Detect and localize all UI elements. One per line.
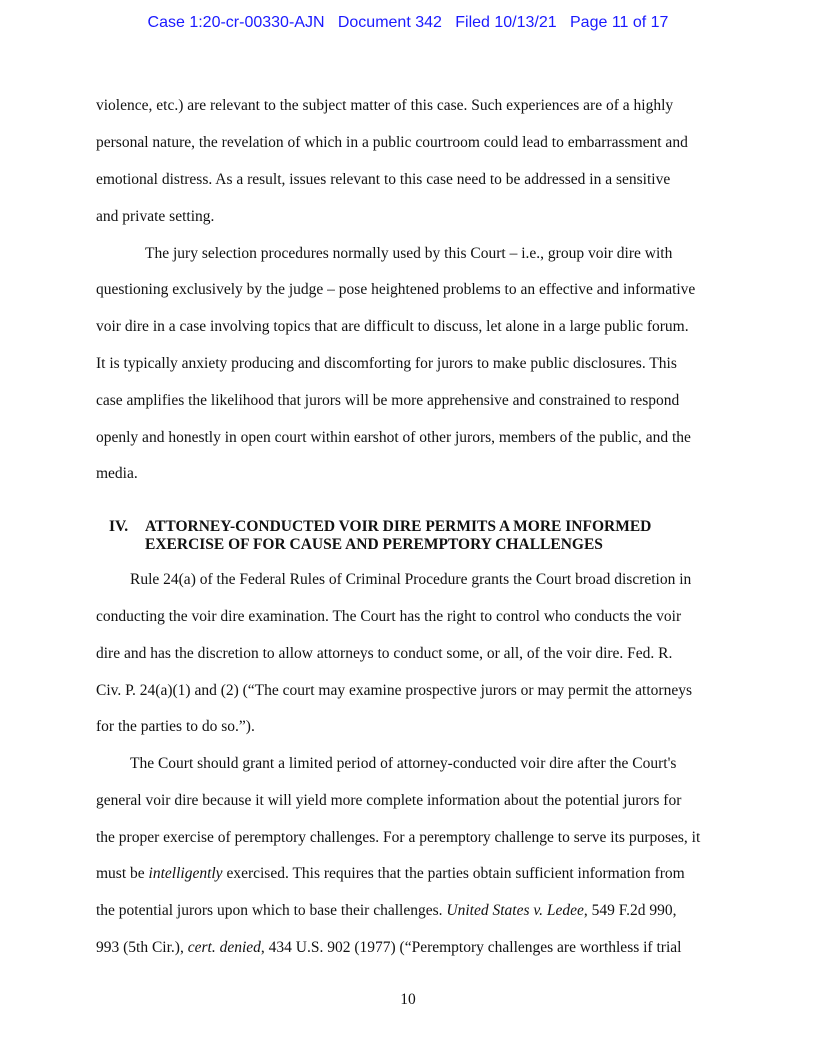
body-line: personal nature, the revelation of which in a public courtroom could lead to embarrassment and <box>96 134 688 151</box>
body-line: Civ. P. 24(a)(1) and (2) (“The court may examine prospective jurors or may permit the attorneys <box>96 682 692 699</box>
body-line: the proper exercise of peremptory challenges. For a peremptory challenge to serve its purposes, it <box>96 829 701 846</box>
section-number: IV. <box>109 518 129 535</box>
body-line: dire and has the discretion to allow attorneys to conduct some, or all, of the voir dire. Fed. R. <box>96 645 673 662</box>
text-run: must be <box>96 865 149 882</box>
page-number: 10 <box>400 991 416 1008</box>
text-run: exercised. This requires that the parties obtain sufficient information from <box>222 865 685 882</box>
body-line: openly and honestly in open court within earshot of other jurors, members of the public, and the <box>96 429 691 446</box>
citation-signal: cert. denied <box>187 939 261 956</box>
section-heading-line: EXERCISE OF FOR CAUSE AND PEREMPTORY CHALLENGES <box>145 536 603 553</box>
filed-date: Filed 10/13/21 <box>455 14 557 31</box>
body-line: emotional distress. As a result, issues relevant to this case need to be addressed in a sensitive <box>96 171 671 188</box>
text-run: , 549 F.2d 990, <box>583 902 677 919</box>
body-line: It is typically anxiety producing and discomforting for jurors to make public disclosures. This <box>96 355 677 372</box>
body-line: for the parties to do so.”). <box>96 718 255 735</box>
filing-header <box>0 14 816 32</box>
text-run: , 434 U.S. 902 (1977) (“Peremptory challenges are worthless if trial <box>260 939 682 956</box>
section-heading-line: ATTORNEY-CONDUCTED VOIR DIRE PERMITS A MORE INFORMED <box>145 518 652 535</box>
body-line: conducting the voir dire examination. The Court has the right to control who conducts the voir <box>96 608 682 625</box>
document-number: Document 342 <box>337 14 442 31</box>
body-line: voir dire in a case involving topics that are difficult to discuss, let alone in a large public forum. <box>96 318 689 335</box>
body-line <box>96 939 681 957</box>
body-line: The jury selection procedures normally used by this Court – i.e., group voir dire with <box>145 245 673 262</box>
body-line: Rule 24(a) of the Federal Rules of Criminal Procedure grants the Court broad discretion in <box>130 571 692 588</box>
case-number: Case 1:20-cr-00330-AJN <box>147 14 325 31</box>
body-line: general voir dire because it will yield more complete information about the potential jurors for <box>96 792 682 809</box>
body-line <box>96 865 685 883</box>
body-line: questioning exclusively by the judge – pose heightened problems to an effective and informative <box>96 281 696 298</box>
page-count: Page 11 of 17 <box>570 14 669 31</box>
text-run: 993 (5th Cir.), <box>96 939 188 956</box>
italic-emphasis: intelligently <box>148 865 223 882</box>
body-line: and private setting. <box>96 208 215 225</box>
text-run: the potential jurors upon which to base their challenges. <box>96 902 447 919</box>
body-line <box>96 902 676 920</box>
case-citation: United States v. Ledee <box>446 902 584 919</box>
body-line: The Court should grant a limited period of attorney-conducted voir dire after the Court's <box>130 755 677 772</box>
body-line: violence, etc.) are relevant to the subject matter of this case. Such experiences are of a highly <box>96 97 674 114</box>
body-line: case amplifies the likelihood that jurors will be more apprehensive and constrained to respond <box>96 392 680 409</box>
body-line: media. <box>96 465 138 482</box>
